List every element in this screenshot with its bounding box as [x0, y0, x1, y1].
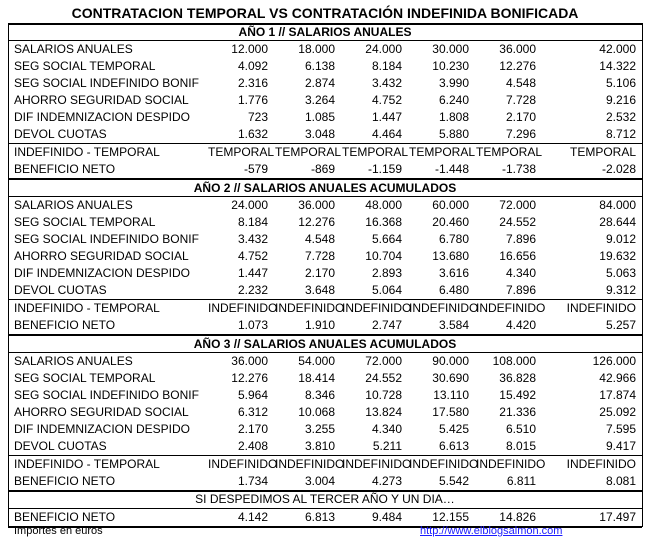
table-cell: 16.656 [499, 249, 536, 263]
table-cell: 1.776 [237, 93, 268, 107]
table-cell: 2.532 [605, 110, 636, 124]
table-cell: 30.690 [432, 371, 469, 385]
table-cell: 84.000 [599, 198, 636, 212]
row-label: DEVOL CUOTAS [14, 439, 107, 453]
table-cell: 10.704 [365, 249, 402, 263]
table-row-data [8, 231, 642, 248]
table-cell: 24.552 [365, 371, 402, 385]
table-cell: 24.552 [499, 215, 536, 229]
table-cell: 6.510 [505, 422, 536, 436]
table-cell: 1.447 [237, 266, 268, 280]
table-cell: 7.728 [304, 249, 335, 263]
table-row-benefit [8, 317, 642, 334]
table-cell: 36.000 [499, 42, 536, 56]
table-cell: 12.155 [432, 510, 469, 524]
table-cell: 6.312 [237, 405, 268, 419]
table-cell: 1.632 [237, 127, 268, 141]
table-cell: 8.184 [371, 59, 402, 73]
table-cell: 4.420 [505, 318, 536, 332]
table-row-data [8, 75, 642, 92]
row-label: SALARIOS ANUALES [14, 354, 133, 368]
row-label: SEG SOCIAL INDEFINIDO BONIF [14, 388, 199, 402]
table-cell: 36.000 [298, 198, 335, 212]
table-cell: 3.810 [304, 439, 335, 453]
table-cell: 13.110 [433, 388, 469, 402]
row-label: SEG SOCIAL TEMPORAL [14, 215, 156, 229]
row-label: INDEFINIDO - TEMPORAL [14, 301, 160, 315]
table-cell: 5.964 [237, 388, 268, 402]
table-cell: 20.460 [432, 215, 469, 229]
units-note: Importes en euros [14, 525, 103, 537]
table-cell: TEMPORAL [275, 145, 342, 159]
row-label: AHORRO SEGURIDAD SOCIAL [14, 93, 189, 107]
table-cell: 9.312 [605, 283, 636, 297]
table-cell: 2.747 [371, 318, 402, 332]
table-cell: 7.896 [505, 232, 536, 246]
table-row-data [8, 370, 642, 387]
table-cell: 12.276 [231, 371, 268, 385]
table-cell: 3.616 [438, 266, 469, 280]
table-cell: 5.664 [371, 232, 402, 246]
table-cell: 6.138 [304, 59, 335, 73]
table-cell: TEMPORAL [208, 145, 275, 159]
table-cell: 42.000 [599, 42, 636, 56]
table-cell: 2.170 [304, 266, 335, 280]
table-cell: 3.004 [304, 474, 335, 488]
table-cell: 5.106 [605, 76, 636, 90]
row-label: AHORRO SEGURIDAD SOCIAL [14, 405, 189, 419]
table-cell: INDEFINIDO [566, 301, 636, 315]
table-cell: 1.447 [371, 110, 402, 124]
table-cell: -1.448 [434, 162, 469, 176]
row-label: BENEFICIO NETO [14, 510, 116, 524]
table-cell: 25.092 [599, 405, 636, 419]
table-cell: 1.073 [237, 318, 268, 332]
table-cell: 1.085 [304, 110, 335, 124]
table-cell: 7.728 [505, 93, 536, 107]
table-cell: 48.000 [365, 198, 402, 212]
row-label: SEG SOCIAL TEMPORAL [14, 59, 156, 73]
table-cell: 18.000 [298, 42, 335, 56]
table-cell: 13.680 [432, 249, 469, 263]
table-cell: 3.584 [438, 318, 469, 332]
table-cell: 10.728 [365, 388, 402, 402]
table-border [8, 23, 9, 527]
table-cell: 126.000 [592, 354, 636, 368]
section-heading: AÑO 1 // SALARIOS ANUALES [238, 25, 412, 39]
table-cell: 60.000 [432, 198, 469, 212]
table-cell: INDEFINIDO [275, 457, 345, 471]
table-cell: 28.644 [599, 215, 636, 229]
table-cell: 4.548 [505, 76, 536, 90]
table-cell: 36.000 [231, 354, 268, 368]
sheet-title: CONTRATACION TEMPORAL VS CONTRATACIÓN INDEFINIDA BONIFICADA [71, 5, 579, 21]
table-cell: 2.170 [237, 422, 268, 436]
table-row-data [8, 387, 642, 404]
row-label: DIF INDEMNIZACION DESPIDO [14, 422, 191, 436]
table-cell: 4.092 [237, 59, 268, 73]
table-cell: 13.824 [365, 405, 402, 419]
table-row-data [8, 126, 642, 143]
table-cell: -2.028 [601, 162, 636, 176]
table-cell: 8.015 [505, 439, 536, 453]
table-cell: 8.346 [304, 388, 335, 402]
table-row-data [8, 214, 642, 231]
table-cell: 10.068 [298, 405, 335, 419]
table-cell: 5.542 [438, 474, 469, 488]
table-cell: 6.613 [438, 439, 469, 453]
table-cell: -579 [243, 162, 268, 176]
table-cell: 5.064 [371, 283, 402, 297]
table-cell: 4.340 [371, 422, 402, 436]
table-cell: 2.893 [371, 266, 402, 280]
table-row-data [8, 109, 642, 126]
row-label: BENEFICIO NETO [14, 162, 116, 176]
table-cell: 90.000 [432, 354, 469, 368]
table-row-data [8, 265, 642, 282]
table-row-compare [8, 144, 642, 161]
row-label: INDEFINIDO - TEMPORAL [14, 145, 160, 159]
table-cell: 3.048 [304, 127, 335, 141]
table-cell: 4.752 [371, 93, 402, 107]
table-cell: 4.752 [237, 249, 268, 263]
row-label: BENEFICIO NETO [14, 474, 116, 488]
row-label: BENEFICIO NETO [14, 318, 116, 332]
table-row-data [8, 421, 642, 438]
table-cell: 6.480 [438, 283, 469, 297]
table-cell: 108.000 [492, 354, 536, 368]
table-cell: 3.432 [237, 232, 268, 246]
table-cell: 15.492 [499, 388, 536, 402]
table-cell: 2.408 [237, 439, 268, 453]
table-cell: 14.322 [599, 59, 636, 73]
table-cell: 21.336 [499, 405, 536, 419]
table-row-data [8, 353, 642, 370]
table-cell: 9.012 [605, 232, 636, 246]
table-cell: INDEFINIDO [208, 457, 278, 471]
table-cell: -1.738 [501, 162, 536, 176]
table-cell: 1.734 [237, 474, 268, 488]
table-row-benefit [8, 473, 642, 490]
table-cell: 14.826 [499, 510, 536, 524]
table-cell: 54.000 [298, 354, 335, 368]
table-cell: 12.276 [499, 59, 536, 73]
table-row-compare [8, 456, 642, 473]
table-cell: 4.273 [371, 474, 402, 488]
row-label: DIF INDEMNIZACION DESPIDO [14, 110, 191, 124]
table-cell: 7.296 [505, 127, 536, 141]
table-cell: 12.000 [231, 42, 268, 56]
table-cell: 17.874 [599, 388, 636, 402]
table-cell: 9.216 [605, 93, 636, 107]
table-cell: 17.497 [599, 510, 636, 524]
table-cell: 3.432 [371, 76, 402, 90]
table-row-compare [8, 300, 642, 317]
row-label: SEG SOCIAL INDEFINIDO BONIF [14, 76, 199, 90]
table-cell: 10.230 [432, 59, 469, 73]
table-cell: 5.063 [605, 266, 636, 280]
table-cell: INDEFINIDO [409, 301, 479, 315]
table-cell: INDEFINIDO [275, 301, 345, 315]
section-heading: AÑO 3 // SALARIOS ANUALES ACUMULADOS [193, 337, 457, 351]
table-row-data [8, 58, 642, 75]
table-cell: 36.828 [499, 371, 536, 385]
row-label: SEG SOCIAL INDEFINIDO BONIF [14, 232, 199, 246]
table-cell: 6.240 [438, 93, 469, 107]
table-cell: INDEFINIDO [342, 301, 412, 315]
table-cell: 7.595 [605, 422, 636, 436]
table-cell: 3.255 [304, 422, 335, 436]
table-cell: 4.142 [237, 510, 268, 524]
table-border [642, 23, 643, 527]
table-cell: 24.000 [365, 42, 402, 56]
table-cell: TEMPORAL [569, 145, 636, 159]
section-heading: AÑO 2 // SALARIOS ANUALES ACUMULADOS [193, 181, 457, 195]
row-label: DIF INDEMNIZACION DESPIDO [14, 266, 191, 280]
table-cell: 8.081 [605, 474, 636, 488]
table-cell: TEMPORAL [476, 145, 543, 159]
table-cell: INDEFINIDO [208, 301, 278, 315]
table-cell: 5.211 [372, 439, 402, 453]
table-cell: 3.648 [304, 283, 335, 297]
table-cell: TEMPORAL [409, 145, 476, 159]
table-row-data [8, 282, 642, 299]
table-cell: 2.874 [304, 76, 335, 90]
table-cell: 4.340 [505, 266, 536, 280]
table-cell: 72.000 [499, 198, 536, 212]
table-cell: 9.417 [605, 439, 636, 453]
table-row-data [8, 41, 642, 58]
table-cell: 42.966 [599, 371, 636, 385]
table-cell: INDEFINIDO [342, 457, 412, 471]
table-cell: 2.232 [237, 283, 268, 297]
table-cell: 6.811 [506, 474, 536, 488]
table-cell: 2.170 [505, 110, 536, 124]
row-label: INDEFINIDO - TEMPORAL [14, 457, 160, 471]
table-cell: 8.184 [237, 215, 268, 229]
row-label: SEG SOCIAL TEMPORAL [14, 371, 156, 385]
table-cell: 5.880 [438, 127, 469, 141]
table-cell: 8.712 [605, 127, 636, 141]
table-cell: -1.159 [367, 162, 402, 176]
source-link[interactable]: http://www.elblogsalmon.com [420, 525, 563, 537]
table-cell: INDEFINIDO [476, 301, 546, 315]
table-cell: 12.276 [298, 215, 335, 229]
table-cell: 72.000 [365, 354, 402, 368]
table-cell: 5.257 [605, 318, 636, 332]
table-cell: 30.000 [432, 42, 469, 56]
row-label: AHORRO SEGURIDAD SOCIAL [14, 249, 189, 263]
table-row-data [8, 92, 642, 109]
table-cell: 5.425 [438, 422, 469, 436]
table-row-benefit [8, 161, 642, 178]
table-cell: 18.414 [298, 371, 335, 385]
table-cell: 2.316 [237, 76, 268, 90]
dismissal-note: SI DESPEDIMOS AL TERCER AÑO Y UN DIA… [195, 492, 455, 506]
table-cell: 19.632 [599, 249, 636, 263]
table-row-data [8, 248, 642, 265]
table-cell: 7.896 [505, 283, 536, 297]
table-cell: 1.910 [304, 318, 335, 332]
table-cell: 3.264 [304, 93, 335, 107]
table-cell: INDEFINIDO [409, 457, 479, 471]
table-cell: TEMPORAL [342, 145, 409, 159]
table-cell: 723 [247, 110, 268, 124]
table-cell: 24.000 [231, 198, 268, 212]
table-cell: 3.990 [438, 76, 469, 90]
table-cell: 6.780 [438, 232, 469, 246]
table-cell: 4.548 [304, 232, 335, 246]
table-row-data [8, 438, 642, 455]
table-cell: 6.813 [304, 510, 335, 524]
row-label: SALARIOS ANUALES [14, 42, 133, 56]
table-row-data [8, 197, 642, 214]
table-cell: 4.464 [371, 127, 402, 141]
row-label: SALARIOS ANUALES [14, 198, 133, 212]
table-cell: -869 [310, 162, 335, 176]
table-cell: INDEFINIDO [566, 457, 636, 471]
row-label: DEVOL CUOTAS [14, 283, 107, 297]
table-cell: 16.368 [365, 215, 402, 229]
table-cell: 17.580 [432, 405, 469, 419]
table-cell: 1.808 [438, 110, 469, 124]
row-label: DEVOL CUOTAS [14, 127, 107, 141]
table-cell: 9.484 [371, 510, 402, 524]
table-row-data [8, 404, 642, 421]
table-cell: INDEFINIDO [476, 457, 546, 471]
